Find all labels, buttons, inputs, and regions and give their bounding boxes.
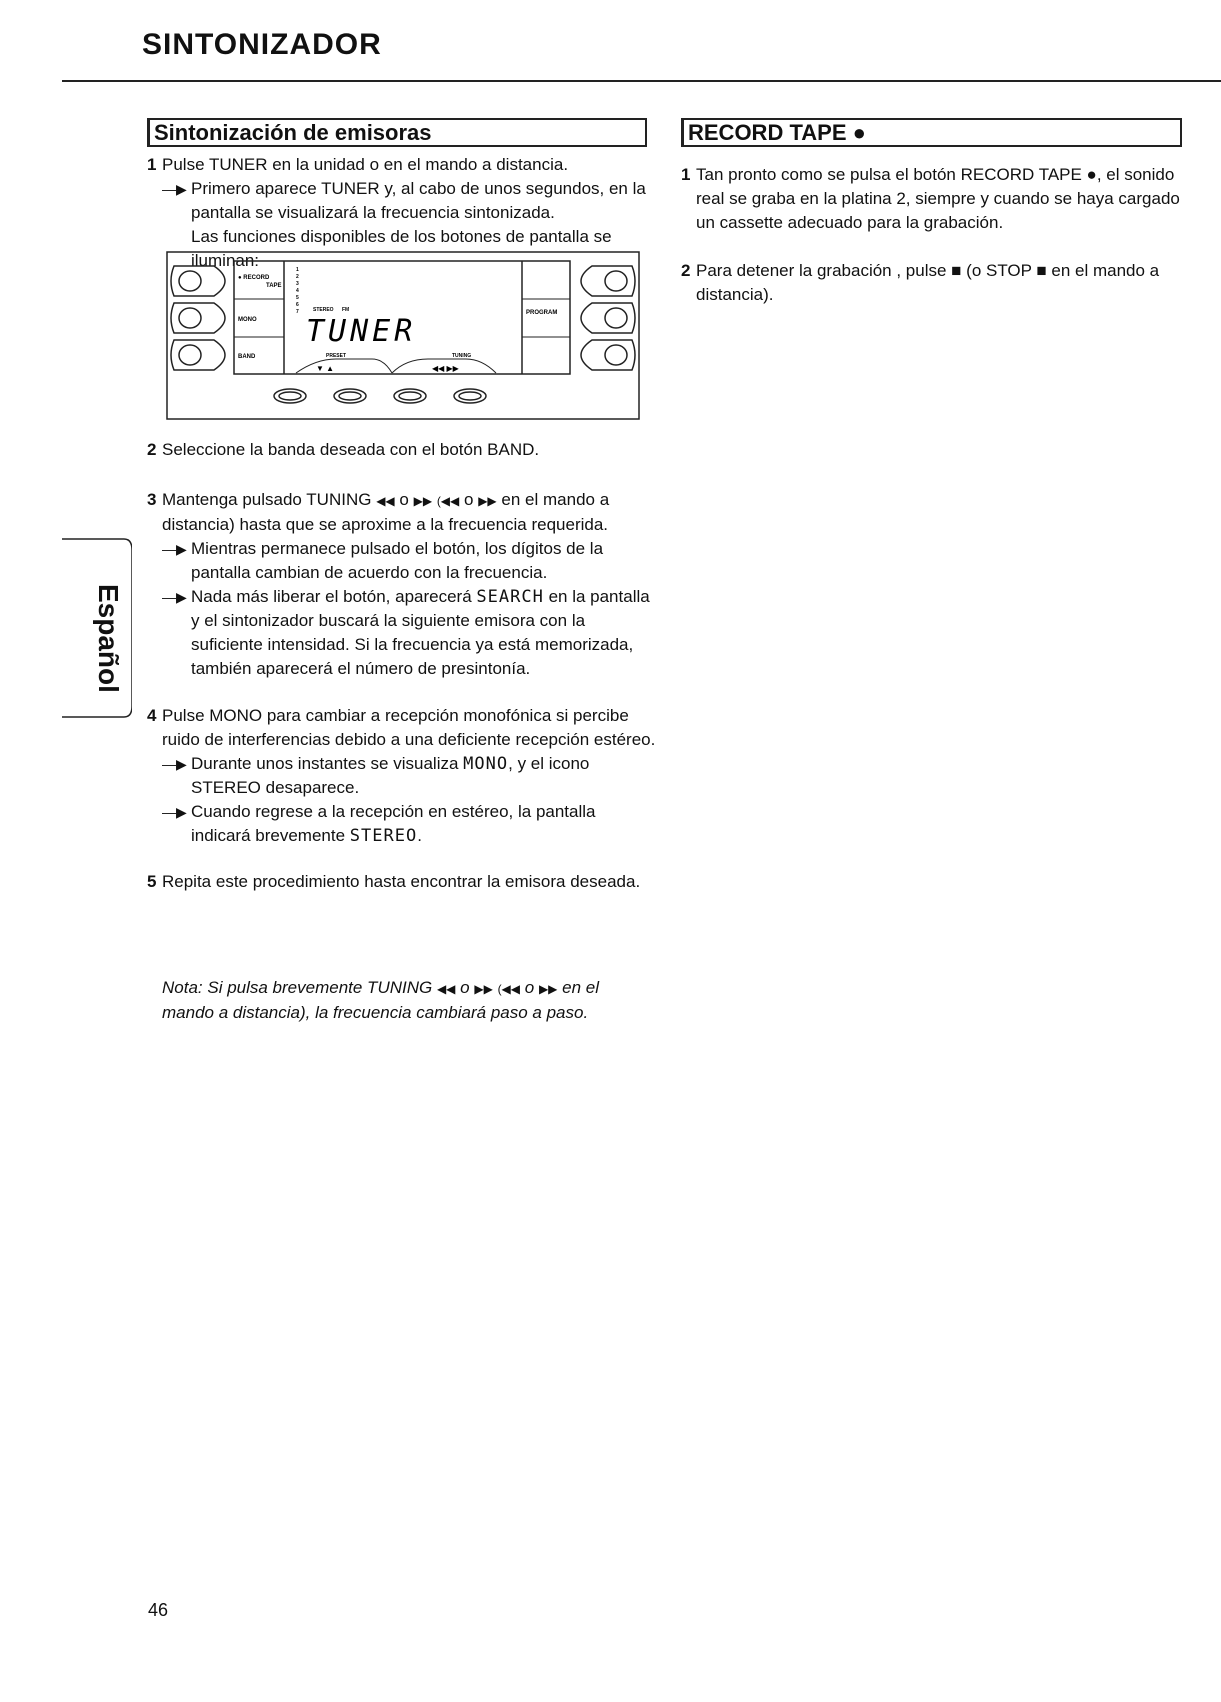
note-text: Nota: Si pulsa brevemente TUNING ◀◀ o ▶▶ (◀◀ o ▶▶ en el mando a distancia), la frecuencia cambiará paso a paso. (162, 978, 600, 1022)
step-4-mono (147, 704, 657, 848)
right-button-3 (581, 340, 635, 370)
arrow-icon: —▶ (162, 181, 187, 197)
result-text: Primero aparece TUNER y, al cabo de unos segundos, en la pantalla se visualizará la frecuencia sintonizada. (191, 179, 646, 222)
language-tab-label: Español (93, 584, 124, 693)
mono-label: MONO (238, 317, 257, 323)
section-heading-record-tape: RECORD TAPE ● (681, 118, 1182, 147)
lcd-search-text: SEARCH (476, 587, 544, 607)
left-button-3 (171, 340, 225, 370)
step-number: 1 (681, 165, 691, 184)
lcd-stereo-text: STEREO (349, 826, 418, 846)
svg-text:6: 6 (296, 302, 299, 308)
right-button-2 (581, 303, 635, 333)
svg-text:7: 7 (296, 309, 299, 315)
title-rule (62, 80, 1221, 82)
step-number: 4 (147, 706, 157, 725)
result-line (162, 177, 657, 225)
step-text: Seleccione la banda deseada con el botón BAND. (162, 440, 540, 459)
result-text-2: Las funciones disponibles de los botones de pantalla se iluminan: (191, 227, 612, 270)
step-3-tuning (147, 488, 657, 681)
tuning-label: TUNING (452, 353, 472, 359)
left-button-2 (171, 303, 225, 333)
step-text: Pulse MONO para cambiar a recepción monofónica si percibe ruido de interferencias debido a una deficiente recepción estéreo. (162, 706, 656, 749)
section-heading-tuning: Sintonización de emisoras (147, 118, 647, 147)
arrow-icon: —▶ (162, 589, 187, 605)
step-number: 5 (147, 872, 157, 891)
preset-label: PRESET (326, 353, 347, 359)
stereo-label: STEREO (313, 307, 334, 313)
step-2-stop (681, 259, 1181, 307)
step-text: Mantenga pulsado TUNING ◀◀ o ▶▶ (◀◀ o ▶▶ en el mando a distancia) hasta que se aproxime a la frecuencia requerida. (162, 490, 610, 534)
svg-text:3: 3 (296, 281, 299, 287)
program-label: PROGRAM (526, 310, 558, 316)
tape-label: TAPE (266, 283, 282, 289)
step-text: Tan pronto como se pulsa el botón RECORD TAPE ●, el sonido real se graba en la platina 2, siempre y cuando se haya cargado un cassette adecuado para la grabación. (696, 165, 1180, 232)
record-label: ● RECORD (238, 275, 270, 281)
step-number: 2 (681, 261, 691, 280)
arrow-icon: —▶ (162, 804, 187, 820)
tuning-arrows: ◀◀ ▶▶ (432, 364, 459, 373)
result-line: —▶ Cuando regrese a la recepción en estéreo, la pantalla indicará brevemente STEREO. (162, 802, 596, 846)
step-number: 1 (147, 155, 157, 174)
left-button-1 (171, 266, 225, 296)
arrow-icon: —▶ (162, 756, 187, 772)
step-text: Para detener la grabación , pulse ■ (o STOP ■ en el mando a distancia). (696, 261, 1160, 304)
page-number: 46 (148, 1600, 169, 1620)
svg-text:1: 1 (296, 267, 299, 273)
svg-text:4: 4 (296, 288, 299, 294)
lcd-tuner-text: TUNER (306, 314, 417, 349)
step-1-record (681, 163, 1181, 235)
fm-label: FM (342, 307, 350, 313)
right-button-1 (581, 266, 635, 296)
lcd-mono-text: MONO (463, 754, 509, 774)
result-line: —▶ Durante unos instantes se visualiza MONO, y el icono STEREO desaparece. (162, 754, 590, 797)
step-5-repeat (147, 870, 657, 894)
step-text: Pulse TUNER en la unidad o en el mando a distancia. (162, 155, 569, 174)
preset-arrows: ▼ ▲ (316, 364, 335, 373)
language-tab (62, 538, 132, 718)
page-title: SINTONIZADOR (142, 28, 382, 61)
display-diagram (166, 251, 640, 421)
result-line: —▶ Mientras permanece pulsado el botón, los dígitos de la pantalla cambian de acuerdo con la frecuencia. (162, 539, 604, 582)
svg-text:2: 2 (296, 274, 299, 280)
step-number: 3 (147, 490, 157, 509)
result-line: —▶ Nada más liberar el botón, aparecerá SEARCH en la pantalla y el sintonizador buscará la siguiente emisora con la suficiente intensidad. Si la frecuencia ya está memorizada, también aparecerá el número de presintonía. (162, 587, 650, 678)
step-number: 2 (147, 440, 157, 459)
band-label: BAND (238, 354, 256, 360)
bottom-buttons (274, 389, 486, 403)
step-2-band (147, 438, 657, 462)
arrow-icon: —▶ (162, 541, 187, 557)
svg-text:5: 5 (296, 295, 299, 301)
step-text: Repita este procedimiento hasta encontrar la emisora deseada. (162, 872, 641, 891)
